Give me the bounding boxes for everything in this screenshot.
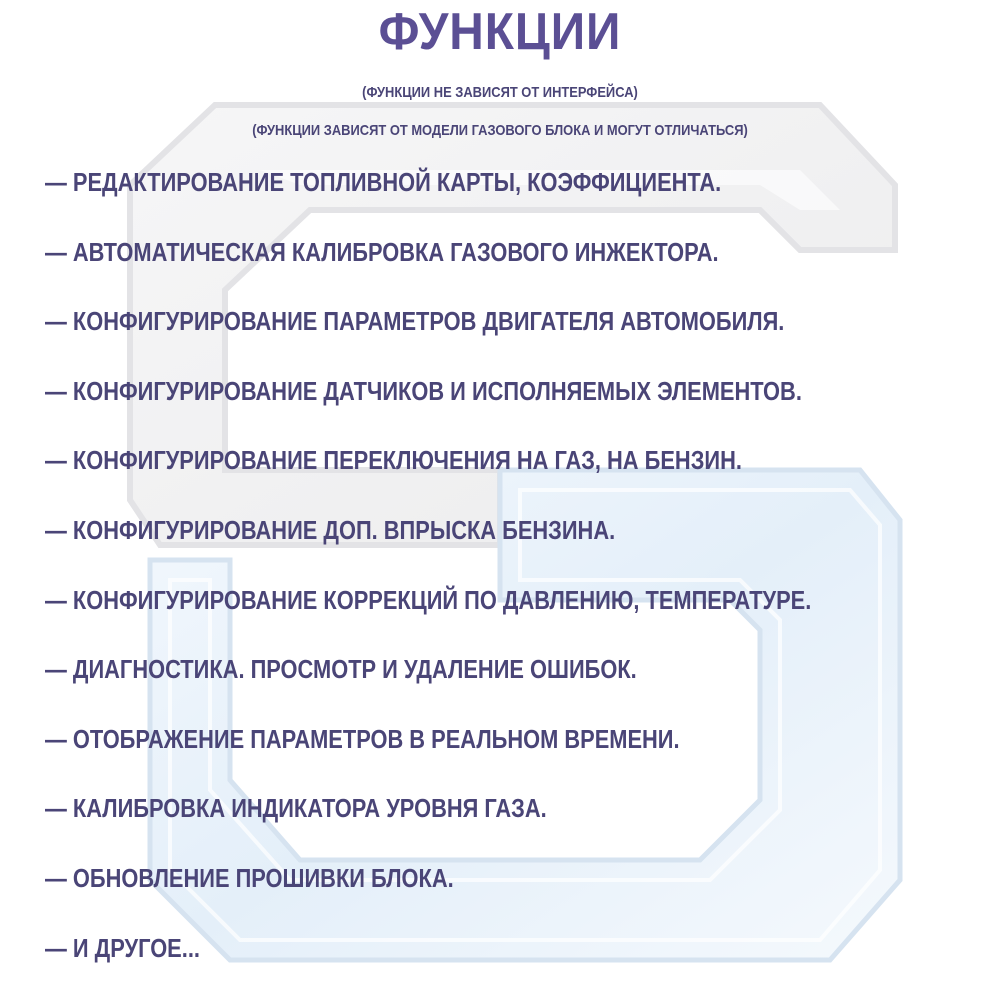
list-item: — ДИАГНОСТИКА. ПРОСМОТР И УДАЛЕНИЕ ОШИБОК. xyxy=(45,654,637,685)
list-item: — ОТОБРАЖЕНИЕ ПАРАМЕТРОВ В РЕАЛЬНОМ ВРЕМЕНИ. xyxy=(45,723,680,754)
list-item: — ОБНОВЛЕНИЕ ПРОШИВКИ БЛОКА. xyxy=(45,862,454,893)
list-item: — КОНФИГУРИРОВАНИЕ ДАТЧИКОВ И ИСПОЛНЯЕМЫХ ЭЛЕМЕНТОВ. xyxy=(45,375,802,406)
subtitle-model-note: (ФУНКЦИИ ЗАВИСЯТ ОТ МОДЕЛИ ГАЗОВОГО БЛОКА И МОГУТ ОТЛИЧАТЬСЯ) xyxy=(252,122,748,139)
list-item: — КОНФИГУРИРОВАНИЕ КОРРЕКЦИЙ ПО ДАВЛЕНИЮ, ТЕМПЕРАТУРЕ. xyxy=(45,584,812,615)
feature-list xyxy=(45,164,957,999)
list-item: — И ДРУГОЕ... xyxy=(45,932,200,963)
list-item: — РЕДАКТИРОВАНИЕ ТОПЛИВНОЙ КАРТЫ, КОЭФФИЦИЕНТА. xyxy=(45,167,722,197)
list-item: — КОНФИГУРИРОВАНИЕ ПАРАМЕТРОВ ДВИГАТЕЛЯ АВТОМОБИЛЯ. xyxy=(45,306,785,337)
list-item: — КАЛИБРОВКА ИНДИКАТОРА УРОВНЯ ГАЗА. xyxy=(45,793,547,824)
list-item: — КОНФИГУРИРОВАНИЕ ДОП. ВПРЫСКА БЕНЗИНА. xyxy=(45,514,616,545)
list-item: — КОНФИГУРИРОВАНИЕ ПЕРЕКЛЮЧЕНИЯ НА ГАЗ, НА БЕНЗИН. xyxy=(45,445,742,476)
subtitle-interface-note: (ФУНКЦИИ НЕ ЗАВИСЯТ ОТ ИНТЕРФЕЙСА) xyxy=(362,84,638,101)
list-item: — АВТОМАТИЧЕСКАЯ КАЛИБРОВКА ГАЗОВОГО ИНЖЕКТОРА. xyxy=(45,236,719,267)
page-title: ФУНКЦИИ xyxy=(378,3,622,61)
